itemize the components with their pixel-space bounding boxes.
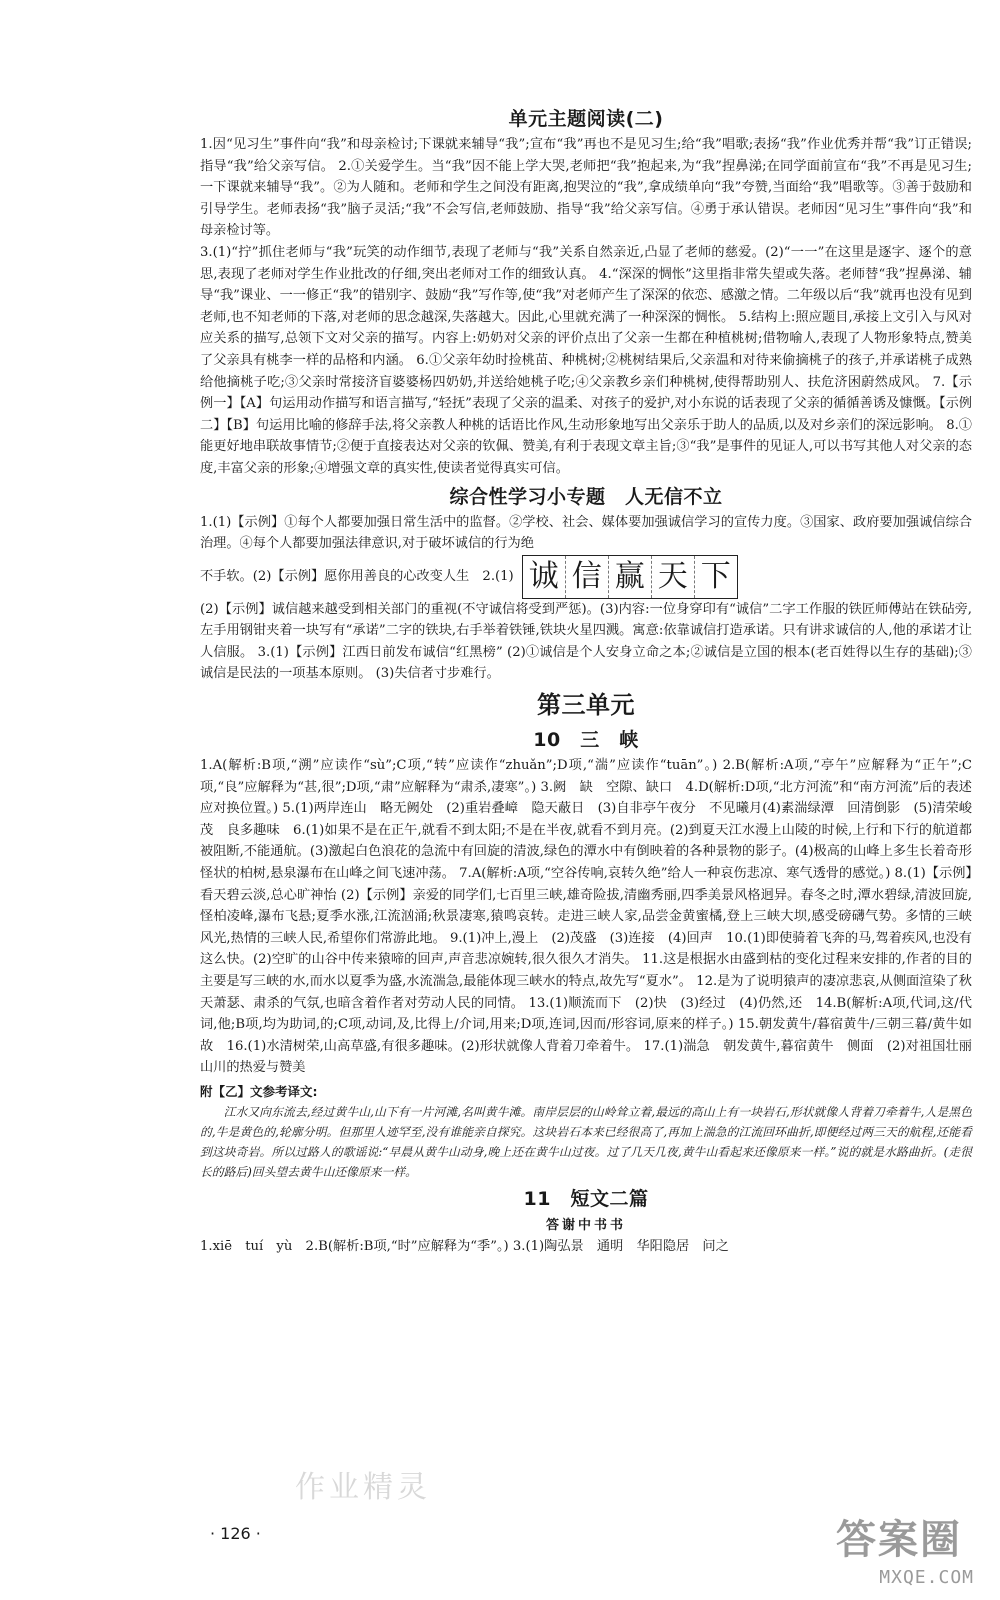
calligraphy-char: 诚 bbox=[528, 558, 559, 594]
answer-paragraph: 1.因“见习生”事件向“我”和母亲检讨;下课就来辅导“我”;宣布“我”再也不是见习生;给“我”唱歌;表扬“我”作业优秀并帮“我”订正错误;指导“我”给父亲写信。 2.①关爱学生。当“我”因不能上学大哭,老师把“我”抱起来,为“我”捏鼻涕;在同学面前宣布“我”不再是见习生;一下课就来辅导“我”。②为人随和。老师和学生之间没有距离,抱哭泣的“我”,拿成绩单向“我”夸赞,当面给“我”唱歌等。③善于鼓励和引导学生。老师表扬“我”脑子灵活;“我”不会写信,老师鼓励、指导“我”给父亲写信。④勇于承认错误。老师因“见习生”事件向“我”和母亲检讨等。 bbox=[200, 137, 972, 239]
section-lesson-11 bbox=[200, 1184, 972, 1258]
lesson-title: 10 三 峡 bbox=[533, 729, 639, 752]
calligraphy-char: 信 bbox=[565, 556, 608, 598]
answer-paragraph: (2)【示例】诚信越来越受到相关部门的重视(不守诚信将受到严惩)。(3)内容:一位身穿印有“诚信”二字工作服的铁匠师傅站在铁砧旁,左手用钢钳夹着一块写有“承诺”二字的铁块,右手举着铁锤,铁块火星四溅。寓意:依靠诚信打造承诺。只有讲求诚信的人,他的承诺才让人信服。 3.(1)【示例】江西日前发布诚信“红黑榜” (2)①诚信是个人安身立命之本;②诚信是立国的根本(老百姓得以生存的基础);③诚信是民法的一项基本原则。 (3)失信者寸步难行。 bbox=[200, 601, 972, 682]
answer-paragraph: 1.A(解析:B项,“溯”应读作“sù”;C项,“转”应读作“zhuǎn”;D项,“湍”应读作“tuān”。) 2.B(解析:A项,“亭午”应解释为“正午”;C项,“良”应解释为“甚,很”;D项,“肃”应解释为“肃杀,凄寒”。) 3.阙 缺 空隙、缺口 4.D(解析:D项,“北方河流”和“南方河流”后的表述应对换位置。) 5.(1)两岸连山 略无阙处 (2)重岩叠嶂 隐天蔽日 (3)自非亭午夜分 不见曦月(4)素湍绿潭 回清倒影 (5)清荣峻茂 良多趣味 6.(1)如果不是在正午,就看不到太阳;不是在半夜,就看不到月亮。(2)到夏天江水漫上山陵的时候,上行和下行的航道都被阻断,不能通航。(3)激起白色浪花的急流中有回旋的清波,绿色的潭水中有倒映着的各种景物的影子。(4)极高的山峰上多生长着奇形怪状的柏树,悬泉瀑布在山峰之间飞速冲荡。 7.A(解析:A项,“空谷传响,哀转久绝”给人一种哀伤悲凉、寒气透骨的感觉。) 8.(1)【示例】看天碧云淡,总心旷神怡 (2)【示例】亲爱的同学们,七百里三峡,雄奇险拔,清幽秀丽,四季美景风格迥异。春冬之时,潭水碧绿,清波回旋,怪柏凌峰,瀑布飞悬;夏季水涨,江流汹涌;秋景凄寒,猿鸣哀转。走进三峡人家,品尝金黄蜜橘,登上三峡大坝,感受磅礴气势。多情的三峡风光,热情的三峡人民,希望你们常游此地。 9.(1)冲上,漫上 (2)茂盛 (3)连接 (4)回声 10.(1)即使骑着飞奔的马,驾着疾风,也没有这么快。(2)空旷的山谷中传来猿啼的回声,声音悲凉婉转,很久很久才消失。 11.这是根据水由盛到枯的变化过程来安排的,作者的目的主要是写三峡的水,而水以夏季为盛,水流湍急,最能体现三峡水的特点,故先写“夏水”。 12.是为了说明猿声的凄凉悲哀,从侧面渲染了秋天萧瑟、肃杀的气氛,也暗含着作者对劳动人民的同情。 13.(1)顺流而下 (2)快 (3)经过 (4)仍然,还 14.B(解析:A项,代词,这/代词,他;B项,均为助词,的;C项,动词,及,比得上/介词,用来;D项,连词,因而/形容词,原来的样子。) 15.朝发黄牛/暮宿黄牛/三朝三暮/黄牛如故 16.(1)水清树荣,山高草盛,有很多趣味。(2)形状就像人背着刀牵着牛。 17.(1)湍急 朝发黄牛,暮宿黄牛 侧面 (2)对祖国壮丽山川的热爱与赞美 bbox=[200, 758, 972, 1076]
lesson-subtitle: 答谢中书书 bbox=[545, 1217, 626, 1233]
appendix-label: 附【乙】文参考译文: bbox=[200, 1083, 318, 1099]
calligraphy-box bbox=[522, 555, 738, 599]
section-title: 综合性学习小专题 人无信不立 bbox=[449, 485, 723, 508]
calligraphy-char: 赢 bbox=[608, 556, 651, 598]
page-number: · 126 · bbox=[210, 1524, 261, 1543]
watermark-text: 作业精灵 bbox=[295, 1470, 431, 1505]
logo-text: 答案圈 bbox=[836, 1517, 962, 1563]
reference-translation: 江水又向东流去,经过黄牛山,山下有一片河滩,名叫黄牛滩。南岸层层的山岭耸立着,最远的高山上有一块岩石,形状就像人背着刀牵着牛,人是黑色的,牛是黄色的,轮廓分明。但那里人迹罕至,没有谁能亲自探究。这块岩石本来已经很高了,再加上湍急的江流回环曲折,即便经过两三天的航程,还能看到这块奇岩。所以过路人的歌谣说:“早晨从黄牛山动身,晚上还在黄牛山过夜。过了几天几夜,黄牛山看起来还像原来一样。”说的就是水路曲折。(走很长的路后)回头望去黄牛山还像原来一样。 bbox=[200, 1104, 972, 1179]
section-unit-3 bbox=[200, 687, 972, 1182]
site-url: MXQE.COM bbox=[879, 1567, 974, 1588]
calligraphy-row bbox=[200, 555, 972, 599]
answer-paragraph: 3.(1)“拧”抓住老师与“我”玩笑的动作细节,表现了老师与“我”关系自然亲近,凸显了老师的慈爱。(2)“一一”在这里是逐字、逐个的意思,表现了老师对学生作业批改的仔细,突出老师对工作的细致认真。 4.“深深的惆怅”这里指非常失望或失落。老师替“我”捏鼻涕、辅导“我”课业、一一修正“我”的错别字、鼓励“我”写作等,使“我”对老师产生了深深的依恋、感激之情。二年级以后“我”就再也没有见到老师,也不知老师的下落,对老师的思念越深,失落越大。因此,心里就充满了一种深深的惆怅。 5.结构上:照应题目,承接上文引入与风对应关系的描写,总领下文对父亲的描写。内容上:奶奶对父亲的评价点出了父亲一生都在种植桃树;借物喻人,表现了人物形象特点,赞美了父亲具有桃李一样的品格和内涵。 6.①父亲年幼时捡桃苗、种桃树;②桃树结果后,父亲温和对待来偷摘桃子的孩子,并承诺桃子成熟给他摘桃子吃;③父亲时常接济盲婆婆杨四奶奶,并送给她桃子吃;④父亲教乡亲们种桃树,使得帮助别人、扶危济困蔚然成风。 7.【示例一】【A】句运用动作描写和语言描写,“轻抚”表现了父亲的温柔、对孩子的爱护,对小东说的话表现了父亲的循循善诱及慷慨。【示例二】【B】句运用比喻的修辞手法,将父亲教人种桃的话语比作风,生动形象地写出父亲乐于助人的品质,以及对乡亲们的深远影响。 8.①能更好地串联故事情节;②便于直接表达对父亲的钦佩、赞美,有利于表现文章主旨;③“我”是事件的见证人,可以书写其他人对父亲的态度,丰富父亲的形象;④增强文章的真实性,使读者觉得真实可信。 bbox=[200, 244, 972, 476]
lesson-title: 11 短文二篇 bbox=[523, 1187, 649, 1210]
site-logo bbox=[832, 1508, 982, 1588]
section-title: 单元主题阅读(二) bbox=[508, 108, 664, 130]
answer-paragraph: 不手软。(2)【示例】愿你用善良的心改变人生 2.(1) bbox=[200, 568, 514, 584]
section-integrity-topic bbox=[200, 482, 972, 686]
calligraphy-char: 天 bbox=[651, 556, 694, 598]
calligraphy-char: 下 bbox=[694, 556, 737, 598]
answer-paragraph: 1.(1)【示例】①每个人都要加强日常生活中的监督。②学校、社会、媒体要加强诚信学习的宣传力度。③国家、政府要加强诚信综合治理。④每个人都要加强法律意识,对于破坏诚信的行为绝 bbox=[200, 514, 972, 552]
section-unit-reading-2 bbox=[200, 104, 972, 480]
answer-paragraph: 1.xiē tuí yù 2.B(解析:B项,“时”应解释为“季”。) 3.(1)陶弘景 通明 华阳隐居 问之 bbox=[200, 1238, 729, 1254]
unit-title: 第三单元 bbox=[537, 691, 635, 720]
